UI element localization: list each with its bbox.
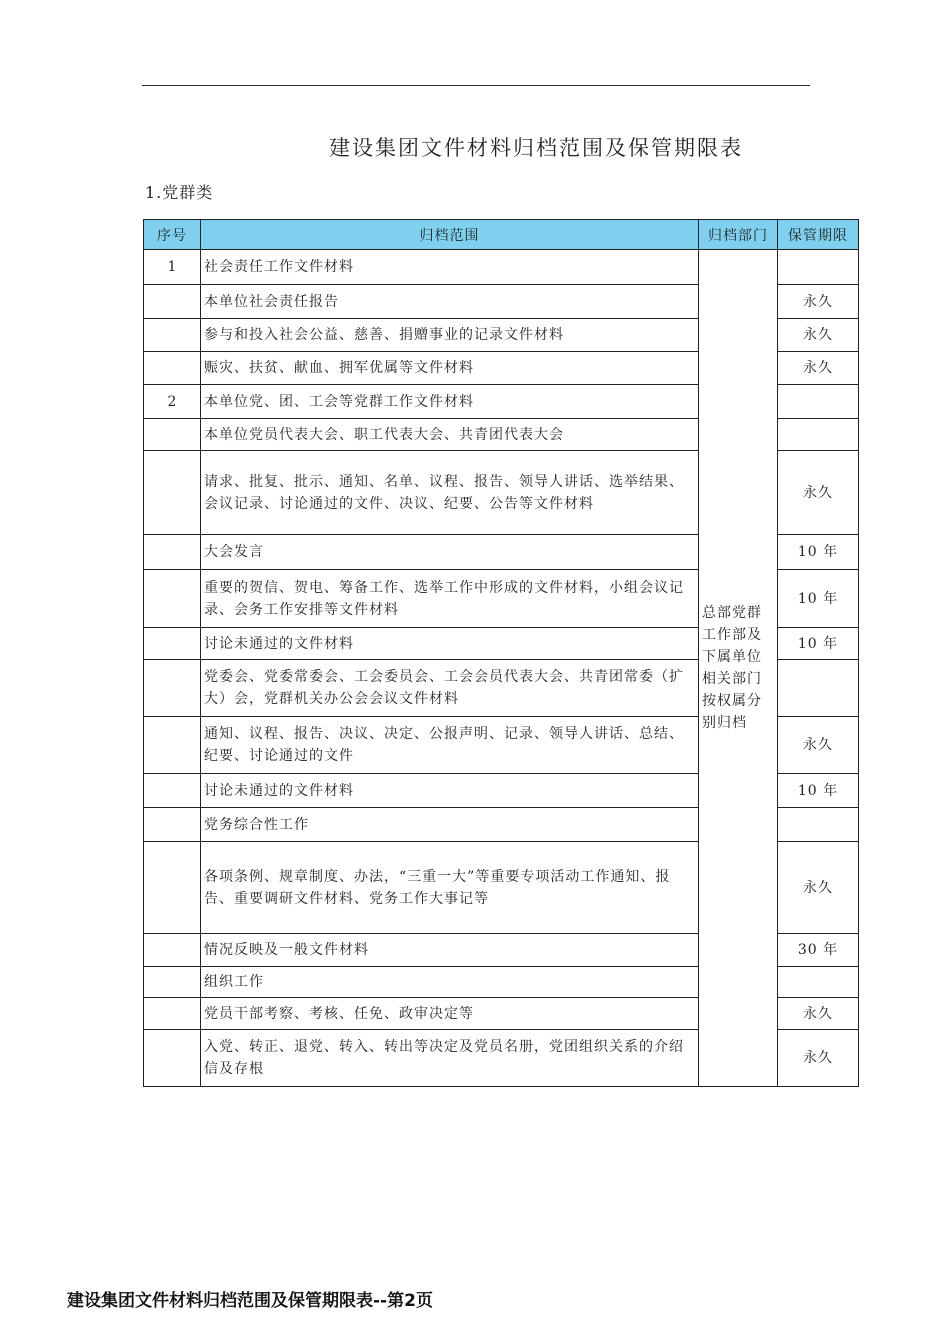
row-no (144, 842, 201, 934)
row-scope: 入党、转正、退党、转入、转出等决定及党员名册，党团组织关系的介绍信及存根 (201, 1030, 699, 1087)
row-term: 10 年 (778, 570, 859, 628)
row-no (144, 808, 201, 842)
row-scope: 通知、议程、报告、决议、决定、公报声明、记录、领导人讲话、总结、纪要、讨论通过的文件 (201, 717, 699, 774)
row-term (778, 385, 859, 419)
row-scope: 党委会、党委常委会、工会委员会、工会会员代表大会、共青团常委（扩大）会，党群机关办公会会议文件材料 (201, 660, 699, 717)
row-scope: 情况反映及一般文件材料 (201, 934, 699, 967)
row-scope: 本单位党员代表大会、职工代表大会、共青团代表大会 (201, 419, 699, 451)
row-term (778, 660, 859, 717)
row-term: 10 年 (778, 535, 859, 570)
row-no: 1 (144, 250, 201, 285)
table-row (144, 250, 859, 285)
row-no (144, 1030, 201, 1087)
row-term: 永久 (778, 998, 859, 1030)
row-scope: 党务综合性工作 (201, 808, 699, 842)
header-dept: 归档部门 (699, 220, 778, 250)
header-term: 保管期限 (778, 220, 859, 250)
row-no (144, 998, 201, 1030)
row-term: 10 年 (778, 774, 859, 808)
table-header-row (144, 220, 859, 250)
page-footer: 建设集团文件材料归档范围及保管期限表--第2页 (67, 1291, 433, 1311)
row-term: 永久 (778, 451, 859, 535)
row-scope: 赈灾、扶贫、献血、拥军优属等文件材料 (201, 352, 699, 385)
row-scope: 重要的贺信、贺电、筹备工作、选举工作中形成的文件材料，小组会议记录、会务工作安排等文件材料 (201, 570, 699, 628)
row-no (144, 570, 201, 628)
row-scope: 请求、批复、批示、通知、名单、议程、报告、领导人讲话、选举结果、会议记录、讨论通过的文件、决议、纪要、公告等文件材料 (201, 451, 699, 535)
document-title: 建设集团文件材料归档范围及保管期限表 (329, 136, 743, 160)
row-no (144, 319, 201, 352)
row-no (144, 352, 201, 385)
row-term (778, 250, 859, 285)
row-no (144, 628, 201, 660)
archive-table (143, 219, 859, 1087)
row-scope: 组织工作 (201, 967, 699, 998)
row-term (778, 808, 859, 842)
row-term: 永久 (778, 352, 859, 385)
row-scope: 大会发言 (201, 535, 699, 570)
row-no (144, 774, 201, 808)
row-no (144, 419, 201, 451)
header-rule (142, 85, 810, 86)
row-term: 永久 (778, 319, 859, 352)
row-term: 10 年 (778, 628, 859, 660)
row-scope: 社会责任工作文件材料 (201, 250, 699, 285)
row-scope: 各项条例、规章制度、办法，“三重一大”等重要专项活动工作通知、报告、重要调研文件材料、党务工作大事记等 (201, 842, 699, 934)
section-heading: 1.党群类 (145, 183, 214, 202)
row-term (778, 419, 859, 451)
row-no (144, 717, 201, 774)
row-term (778, 967, 859, 998)
row-no (144, 660, 201, 717)
row-no (144, 934, 201, 967)
row-term: 永久 (778, 842, 859, 934)
row-term: 永久 (778, 285, 859, 319)
row-scope: 讨论未通过的文件材料 (201, 628, 699, 660)
row-no (144, 451, 201, 535)
row-term: 永久 (778, 1030, 859, 1087)
row-no (144, 535, 201, 570)
row-scope: 讨论未通过的文件材料 (201, 774, 699, 808)
row-scope: 参与和投入社会公益、慈善、捐赠事业的记录文件材料 (201, 319, 699, 352)
row-no (144, 967, 201, 998)
row-scope: 党员干部考察、考核、任免、政审决定等 (201, 998, 699, 1030)
row-scope: 本单位社会责任报告 (201, 285, 699, 319)
row-term: 30 年 (778, 934, 859, 967)
row-scope: 本单位党、团、工会等党群工作文件材料 (201, 385, 699, 419)
row-no (144, 285, 201, 319)
row-term: 永久 (778, 717, 859, 774)
header-no: 序号 (144, 220, 201, 250)
row-no: 2 (144, 385, 201, 419)
archive-department: 总部党群工作部及下属单位相关部门按权属分别归档 (699, 250, 778, 1087)
header-scope: 归档范围 (201, 220, 699, 250)
